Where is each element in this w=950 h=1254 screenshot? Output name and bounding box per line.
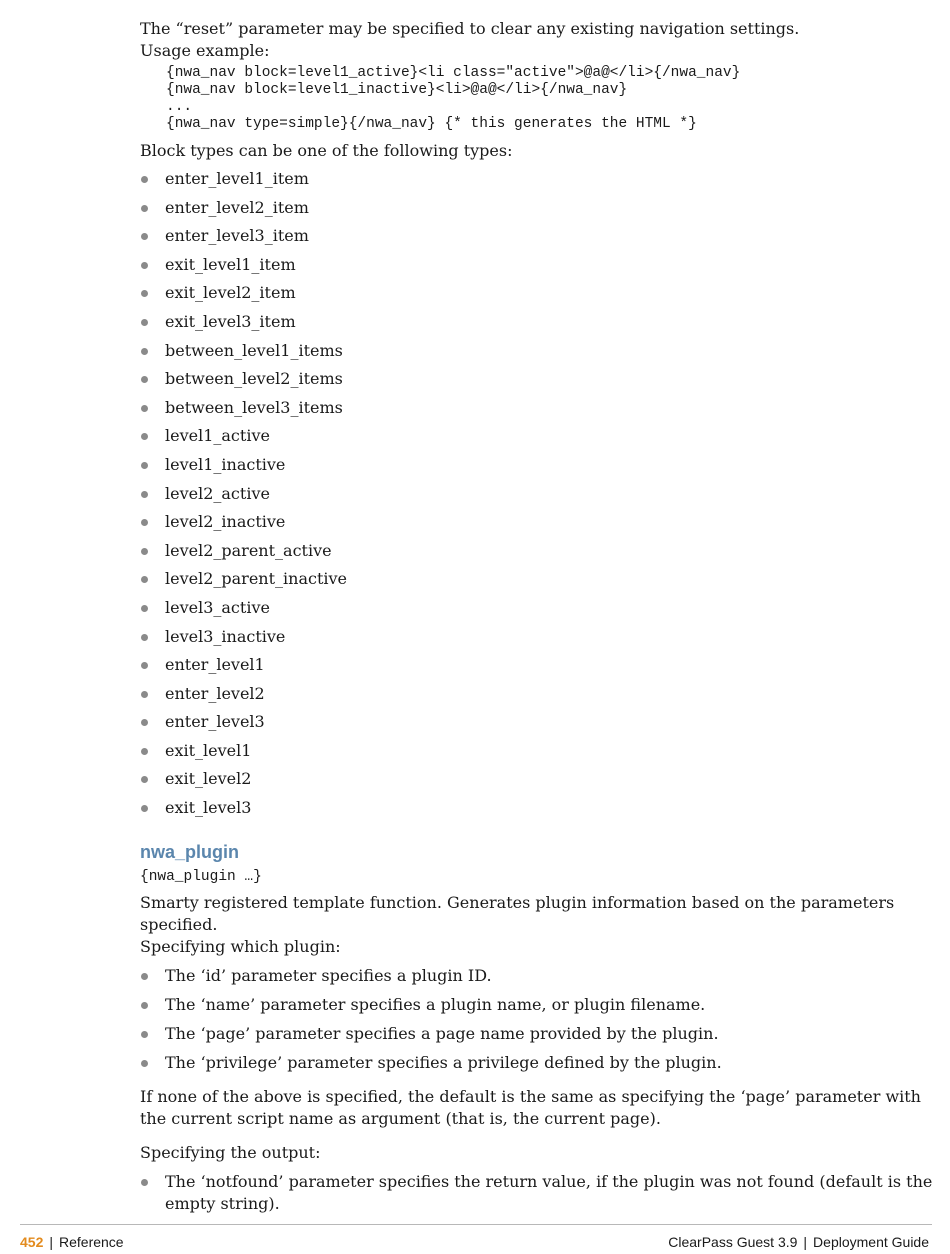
list-item-label: The ‘name’ parameter specifies a plugin name, or plugin filename. [165, 995, 706, 1015]
list-item [140, 626, 935, 648]
output-parameters-list [140, 1171, 935, 1215]
list-item-label: enter_level1_item [165, 169, 309, 188]
block-types-list [140, 168, 935, 819]
bullet-icon [141, 405, 148, 412]
list-item-label: enter_level2_item [165, 197, 309, 217]
footer-left [20, 1233, 124, 1251]
list-item-label: level2_active [165, 483, 270, 503]
list-item-label: level3_inactive [165, 626, 286, 646]
bullet-icon [141, 634, 148, 641]
code-line: {nwa_nav block=level1_active}<li class="active">@a@</li>{/nwa_nav} [166, 65, 741, 81]
footer-section: Reference [59, 1234, 124, 1250]
bullet-icon [141, 348, 148, 355]
list-item [140, 994, 935, 1016]
list-item [140, 311, 935, 333]
list-item [140, 483, 935, 505]
list-item-label: exit_level3 [165, 798, 252, 818]
list-item [140, 425, 935, 447]
code-line: ... [166, 99, 193, 115]
bullet-icon [141, 262, 148, 269]
list-item-label: enter_level3 [165, 712, 265, 732]
bullet-icon [141, 290, 148, 297]
footer-separator: | [803, 1234, 808, 1250]
bullet-icon [141, 491, 148, 498]
footer-product: ClearPass Guest 3.9 [668, 1234, 798, 1250]
list-item-label: enter_level1 [165, 655, 265, 675]
bullet-icon [141, 1060, 148, 1067]
page-content [140, 18, 935, 1215]
list-item-label: level2_parent_inactive [165, 569, 347, 589]
bullet-icon [141, 205, 148, 212]
list-item-label: level2_inactive [165, 512, 286, 532]
default-paragraph: If none of the above is specified, the default is the same as specifying the ‘page’ parameter with the current script name as argument (that is, the current page). [140, 1087, 921, 1129]
list-item-label: between_level1_items [165, 340, 343, 360]
reset-paragraph: The “reset” parameter may be specified to clear any existing navigation settings. [140, 19, 800, 38]
bullet-icon [141, 519, 148, 526]
list-item-label: enter_level2 [165, 683, 265, 703]
section-heading-nwa-plugin: nwa_plugin [140, 842, 239, 863]
bullet-icon [141, 233, 148, 240]
list-item [140, 254, 935, 276]
bullet-icon [141, 176, 148, 183]
list-item [140, 1052, 935, 1074]
bullet-icon [141, 748, 148, 755]
list-item-label: level1_inactive [165, 454, 286, 474]
list-item [140, 511, 935, 533]
bullet-icon [141, 319, 148, 326]
footer-guide: Deployment Guide [813, 1234, 929, 1250]
list-item-label: level3_active [165, 597, 270, 617]
list-item-label: level1_active [165, 426, 270, 446]
list-item-label: The ‘notfound’ parameter specifies the return value, if the plugin was not found (default is the empty string). [165, 1172, 933, 1214]
bullet-icon [141, 691, 148, 698]
list-item-label: The ‘privilege’ parameter specifies a privilege defined by the plugin. [165, 1053, 722, 1073]
page-number: 452 [20, 1234, 44, 1250]
list-item-label: enter_level3_item [165, 226, 309, 246]
specifying-plugin-label: Specifying which plugin: [140, 937, 341, 957]
list-item-label: exit_level3_item [165, 311, 296, 331]
usage-label: Usage example: [140, 41, 270, 60]
code-line: {nwa_nav type=simple}{/nwa_nav} {* this generates the HTML *} [166, 116, 697, 132]
list-item [140, 540, 935, 562]
list-item [140, 197, 935, 219]
plugin-description: Smarty registered template function. Generates plugin information based on the parameters specified. [140, 893, 895, 935]
list-item [140, 597, 935, 619]
list-item-label: The ‘page’ parameter specifies a page name provided by the plugin. [165, 1024, 719, 1044]
list-item [140, 225, 935, 247]
plugin-signature: {nwa_plugin …} [140, 869, 262, 886]
bullet-icon [141, 973, 148, 980]
bullet-icon [141, 662, 148, 669]
list-item [140, 711, 935, 733]
bullet-icon [141, 433, 148, 440]
code-example [140, 65, 935, 133]
list-item [140, 1023, 935, 1045]
bullet-icon [141, 719, 148, 726]
output-label: Specifying the output: [140, 1143, 321, 1163]
list-item [140, 654, 935, 676]
block-types-label: Block types can be one of the following types: [140, 141, 513, 160]
list-item [140, 768, 935, 790]
plugin-parameters-list [140, 965, 935, 1074]
footer-right [668, 1233, 929, 1251]
list-item [140, 368, 935, 390]
bullet-icon [141, 1002, 148, 1009]
list-item [140, 740, 935, 762]
list-item-label: The ‘id’ parameter specifies a plugin ID. [165, 966, 492, 986]
bullet-icon [141, 376, 148, 383]
list-item [140, 454, 935, 476]
list-item-label: exit_level1_item [165, 254, 296, 274]
list-item [140, 965, 935, 987]
footer-separator: | [49, 1234, 53, 1250]
bullet-icon [141, 1031, 148, 1038]
code-line: {nwa_nav block=level1_inactive}<li>@a@</li>{/nwa_nav} [166, 82, 628, 98]
bullet-icon [141, 805, 148, 812]
list-item [140, 568, 935, 590]
bullet-icon [141, 776, 148, 783]
list-item [140, 282, 935, 304]
bullet-icon [141, 548, 148, 555]
list-item-label: exit_level2_item [165, 283, 296, 303]
bullet-icon [141, 576, 148, 583]
bullet-icon [141, 462, 148, 469]
list-item [140, 168, 935, 190]
list-item [140, 683, 935, 705]
list-item-label: exit_level2 [165, 769, 252, 789]
list-item [140, 1171, 935, 1215]
list-item-label: level2_parent_active [165, 540, 332, 560]
bullet-icon [141, 605, 148, 612]
footer-divider [20, 1224, 932, 1225]
list-item [140, 797, 935, 819]
bullet-icon [141, 1179, 148, 1186]
list-item [140, 397, 935, 419]
list-item-label: between_level3_items [165, 397, 343, 417]
list-item-label: between_level2_items [165, 369, 343, 389]
list-item [140, 340, 935, 362]
list-item-label: exit_level1 [165, 740, 252, 760]
